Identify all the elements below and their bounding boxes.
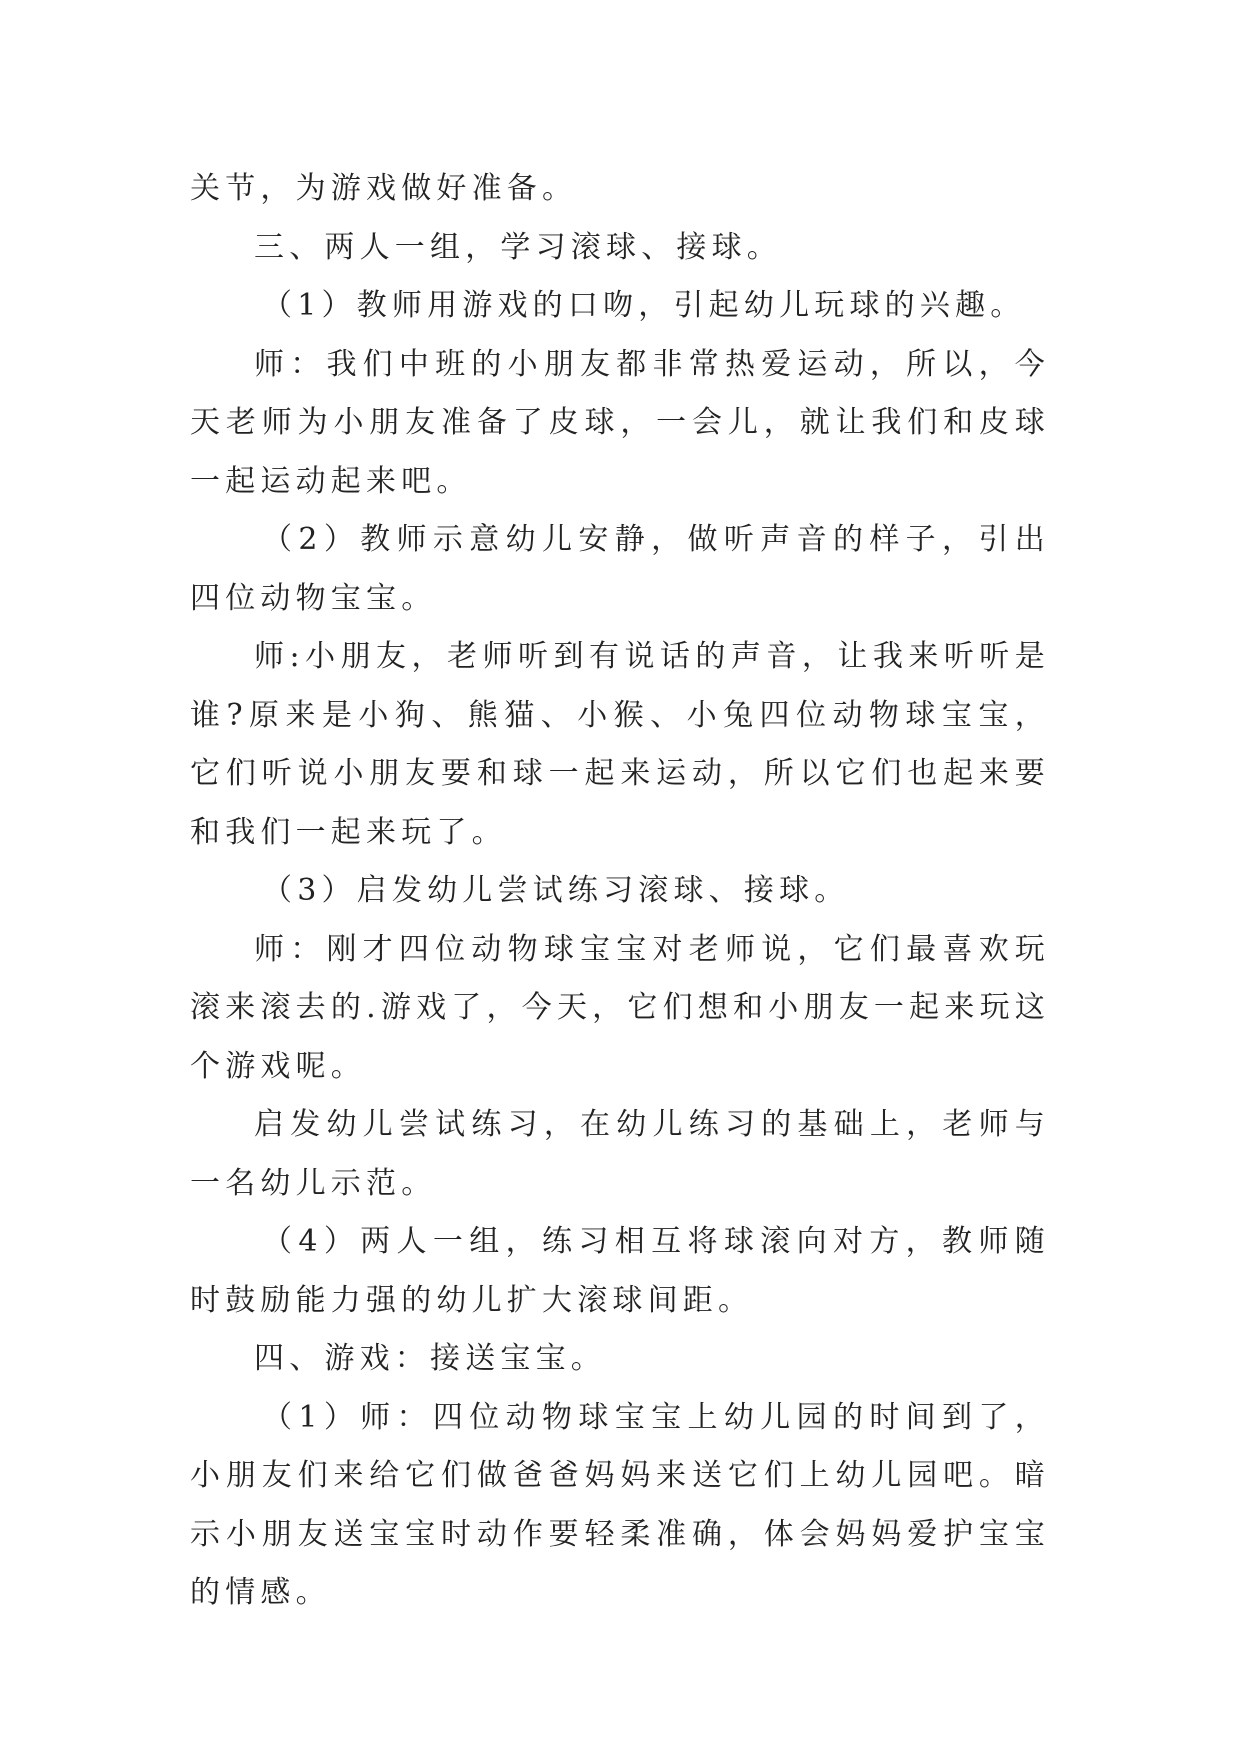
teacher-dialogue-paragraph: 师:小朋友，老师听到有说话的声音，让我来听听是谁?原来是小狗、熊猫、小猴、小兔四位动物球宝宝，它们听说小朋友要和球一起来运动，所以它们也起来要和我们一起来玩了。 — [190, 639, 1050, 850]
step-item-3-3: （3）启发幼儿尝试练习滚球、接球。 — [262, 873, 850, 908]
section-heading-3: 三、两人一组，学习滚球、接球。 — [254, 229, 782, 265]
document-body — [190, 160, 1050, 1623]
teacher-dialogue-paragraph: 师：我们中班的小朋友都非常热爱运动，所以，今天老师为小朋友准备了皮球，一会儿，就让我们和皮球一起运动起来吧。 — [190, 346, 1050, 499]
section-heading-4: 四、游戏：接送宝宝。 — [254, 1341, 606, 1376]
paragraph-continuation: 关节，为游戏做好准备。 — [190, 171, 578, 206]
step-item-3-1: （1）教师用游戏的口吻，引起幼儿玩球的兴趣。 — [262, 288, 1026, 323]
step-item-3-2: （2）教师示意幼儿安静，做听声音的样子，引出四位动物宝宝。 — [190, 522, 1050, 616]
step-item-4-1: （1）师：四位动物球宝宝上幼儿园的时间到了，小朋友们来给它们做爸爸妈妈来送它们上幼儿园吧。暗示小朋友送宝宝时动作要轻柔准确，体会妈妈爱护宝宝的情感。 — [190, 1399, 1050, 1610]
step-item-3-4: （4）两人一组，练习相互将球滚向对方，教师随时鼓励能力强的幼儿扩大滚球间距。 — [190, 1224, 1050, 1318]
body-paragraph: 启发幼儿尝试练习，在幼儿练习的基础上，老师与一名幼儿示范。 — [190, 1107, 1050, 1201]
teacher-dialogue-paragraph: 师：刚才四位动物球宝宝对老师说，它们最喜欢玩滚来滚去的.游戏了，今天，它们想和小朋友一起来玩这个游戏呢。 — [190, 931, 1050, 1084]
